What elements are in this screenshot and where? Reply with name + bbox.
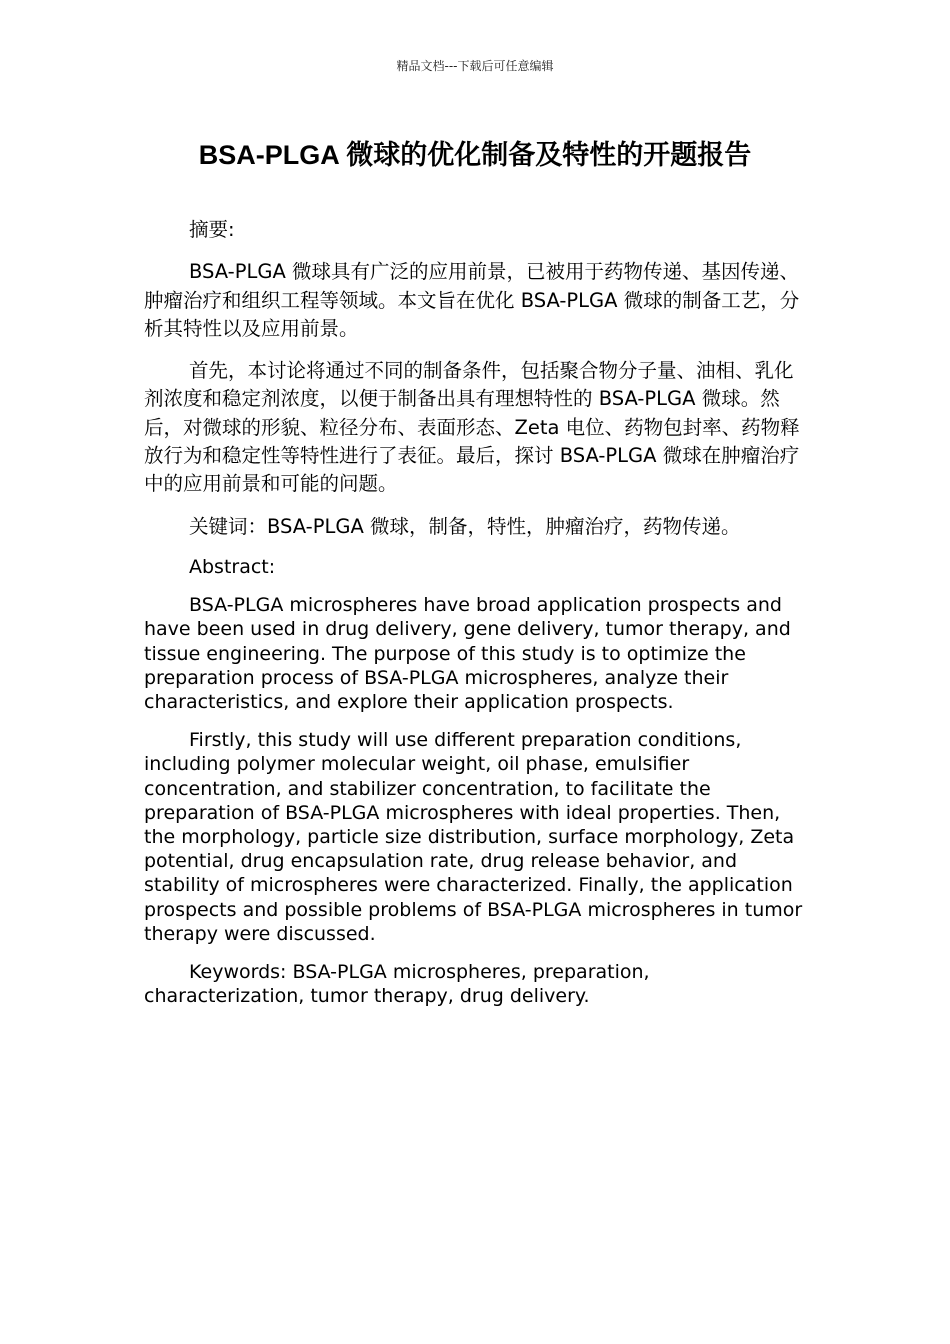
abstract-zh-paragraph-1: BSA-PLGA 微球具有广泛的应用前景，已被用于药物传递、基因传递、肿瘤治疗和组织工程等领域。本文旨在优化 BSA-PLGA 微球的制备工艺，分析其特性以及应用前景。	[144, 260, 800, 340]
keywords-en: Keywords: BSA-PLGA microspheres, preparation, characterization, tumor therapy, drug delivery.	[144, 961, 650, 1008]
abstract-en-label: Abstract:	[189, 555, 276, 578]
document-body	[144, 216, 806, 1022]
document-title: BSA-PLGA 微球的优化制备及特性的开题报告	[198, 140, 752, 170]
keywords-zh: 关键词：BSA-PLGA 微球，制备，特性，肿瘤治疗，药物传递。	[189, 514, 741, 538]
page-header: 精品文档---下载后可任意编辑	[396, 59, 554, 73]
abstract-zh-paragraph-2: 首先，本讨论将通过不同的制备条件，包括聚合物分子量、油相、乳化剂浓度和稳定剂浓度，以便于制备出具有理想特性的 BSA-PLGA 微球。然后，对微球的形貌、粒径分布、表面形态、Zeta 电位、药物包封率、药物释放行为和稳定性等特性进行了表征。最后，探讨 BSA-PLGA 微球在肿瘤治疗中的应用前景和可能的问题。	[144, 359, 800, 496]
abstract-zh-label: 摘要:	[189, 218, 235, 241]
abstract-en-paragraph-2: Firstly, this study will use different preparation conditions, including polymer molecular weight, oil phase, emulsifier concentration, and stabilizer concentration, to facilitate the preparation of BSA-PLGA microspheres with ideal properties. Then, the morphology, particle size distribution, surface morphology, Zeta potential, drug encapsulation rate, drug release behavior, and stability of microspheres were characterized. Finally, the application prospects and possible problems of BSA-PLGA microspheres in tumor therapy were discussed.	[144, 729, 803, 945]
abstract-en-paragraph-1: BSA-PLGA microspheres have broad application prospects and have been used in drug delivery, gene delivery, tumor therapy, and tissue engineering. The purpose of this study is to optimize the preparation process of BSA-PLGA microspheres, analyze their characteristics, and explore their application prospects.	[144, 594, 791, 713]
